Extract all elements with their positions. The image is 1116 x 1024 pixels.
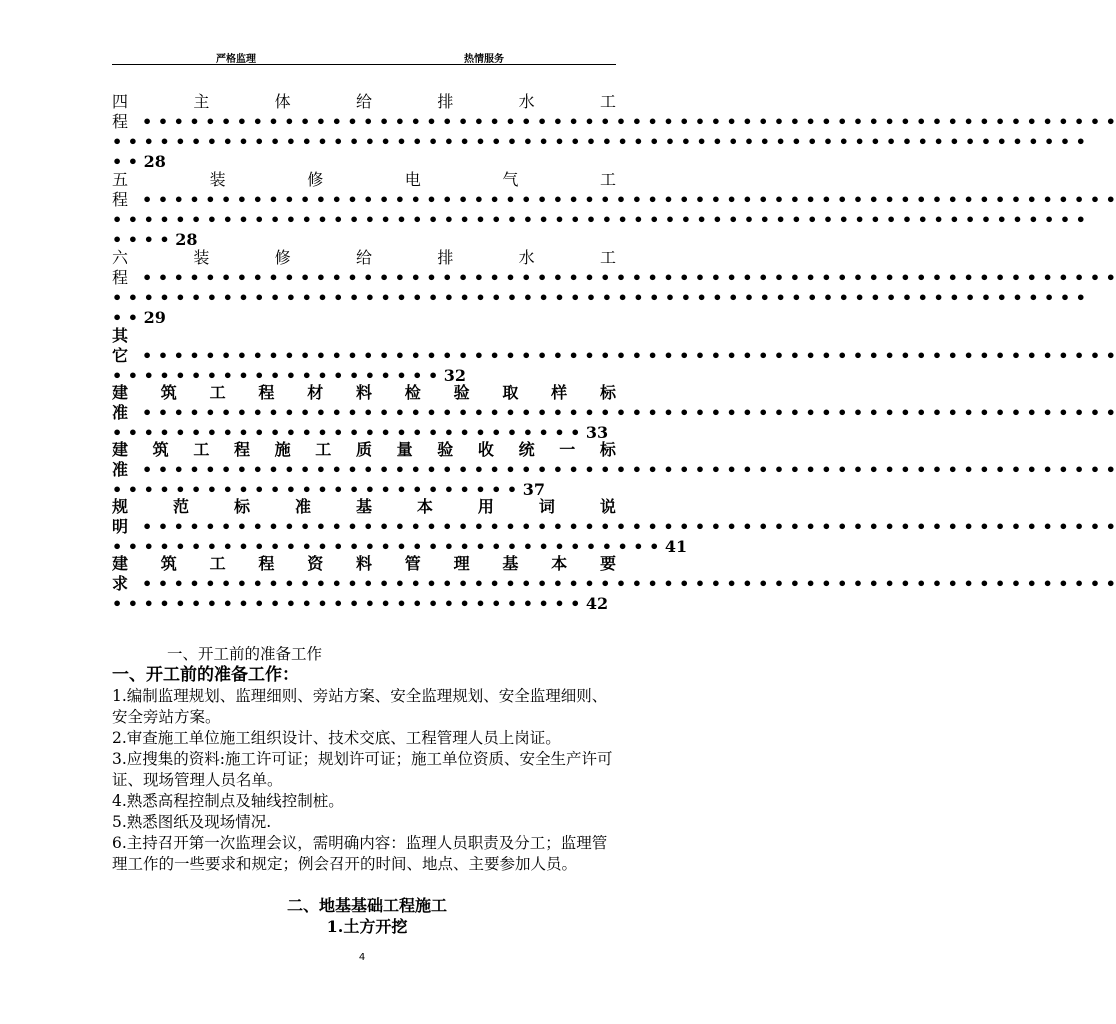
toc-title-char: 筑 [152,440,169,459]
toc-title-char: 五 [112,170,129,189]
toc-entry[interactable] [112,497,1116,556]
toc-title-char: 基 [355,497,372,516]
toc-page-number: • • 28 [112,152,166,171]
header-left: 严格监理 [216,54,256,65]
header-right: 热情服务 [464,54,504,65]
toc-title-char: 程 [112,268,129,287]
toc-title-char: 取 [502,383,519,402]
toc-page-number: • • • • • • • • • • • • • • • • • • • • • • • • • • • • • • • • • • • 41 [112,537,688,556]
toc-title-char: 工 [599,248,616,267]
toc-leader-dots: • • • • • • • • • • • • • • • • • • • • • • • • • • • • • • • • • • • • • • • • • • • • • • • • • • • • • • • • • • • • • • [142,403,1116,422]
toc-title-char: 标 [599,383,616,402]
toc-title-char: 程 [112,112,129,131]
page-header [112,50,616,65]
toc-title-char: 要 [599,554,616,573]
toc-title-char: 工 [209,554,226,573]
toc-entry[interactable] [112,248,1116,327]
toc-title-char: 排 [437,248,454,267]
toc-title-char: 它 [112,346,129,365]
section-heading: 一、开工前的准备工作： [112,665,299,685]
toc-title-char: 工 [599,92,616,111]
toc-title-char: 程 [233,440,250,459]
toc-title-char: 样 [551,383,568,402]
toc-title-char: 资 [307,554,324,573]
toc-title-char: 标 [599,440,616,459]
toc-title-char: 给 [355,92,372,111]
toc-title-char: 材 [307,383,324,402]
toc-title-char: 标 [233,497,250,516]
toc-title-char: 求 [112,574,129,593]
toc-title-char: 其 [112,326,129,345]
list-item: 6.主持召开第一次监理会议，需明确内容：监理人员职责及分工；监理管理工作的一些要求和规定；例会召开的时间、地点、主要参加人员。 [112,834,608,873]
toc-title-char: 范 [172,497,189,516]
toc-leader-dots: • • • • • • • • • • • • • • • • • • • • • • • • • • • • • • • • • • • • • • • • • • • • • • • • • • • • • • • • • • • • • • [112,288,1086,307]
toc-title-char: 工 [599,170,616,189]
toc-title-char: 收 [477,440,494,459]
toc-page-number: • • 29 [112,308,166,327]
toc-title-char: 验 [437,440,454,459]
toc-title-char: 气 [502,170,519,189]
toc-title-char: 程 [112,190,129,209]
toc-title-char: 工 [315,440,332,459]
toc-entry[interactable] [112,440,1116,499]
toc-page-number: • • • • • • • • • • • • • • • • • • • • • 32 [112,366,466,385]
toc-title-char: 施 [274,440,291,459]
toc-leader-dots: • • • • • • • • • • • • • • • • • • • • • • • • • • • • • • • • • • • • • • • • • • • • • • • • • • • • • • • • • • • • • • [142,460,1116,479]
toc-page-number: • • • • • • • • • • • • • • • • • • • • • • • • • • 37 [112,480,545,499]
toc-title-char: 水 [518,92,535,111]
toc-title-char: 准 [112,403,129,422]
toc-entry[interactable] [112,170,1116,249]
toc-title-char: 筑 [160,383,177,402]
toc-title-char: 统 [518,440,535,459]
toc-entry[interactable] [112,92,1116,171]
toc-title-char: 修 [274,248,291,267]
toc-title-char: 程 [258,383,275,402]
toc-title-char: 工 [193,440,210,459]
toc-title-char: 规 [112,497,129,516]
toc-title-char: 理 [453,554,470,573]
toc-title-char: 说 [599,497,616,516]
toc-title-char: 一 [559,440,576,459]
toc-title-char: 准 [294,497,311,516]
toc-title-char: 主 [193,92,210,111]
section-heading: 二、地基基础工程施工 [286,896,447,915]
toc-leader-dots: • • • • • • • • • • • • • • • • • • • • • • • • • • • • • • • • • • • • • • • • • • • • • • • • • • • • • • • • • • • • • • [142,112,1116,131]
list-item: 4.熟悉高程控制点及轴线控制桩。 [112,792,344,810]
subsection-heading: 1.土方开挖 [326,917,408,936]
toc-title-char: 给 [355,248,372,267]
document-body [112,644,622,937]
toc-leader-dots: • • • • • • • • • • • • • • • • • • • • • • • • • • • • • • • • • • • • • • • • • • • • • • • • • • • • • • • • • • • • • • [142,190,1116,209]
toc-title-char: 筑 [160,554,177,573]
toc-title-char: 验 [453,383,470,402]
toc-title-char: 装 [209,170,226,189]
toc-title-char: 准 [112,460,129,479]
toc-title-char: 六 [112,248,129,267]
toc-entry[interactable] [112,554,1116,613]
list-item: 3.应搜集的资料:施工许可证；规划许可证；施工单位资质、安全生产许可证、现场管理人员名单。 [112,750,613,789]
toc-title-char: 量 [396,440,413,459]
toc-title-char: 词 [538,497,555,516]
toc-title-char: 建 [112,554,129,573]
toc-leader-dots: • • • • • • • • • • • • • • • • • • • • • • • • • • • • • • • • • • • • • • • • • • • • • • • • • • • • • • • • • • • • • • [112,210,1086,229]
toc-title-char: 管 [404,554,421,573]
toc-entry[interactable] [112,383,1116,442]
toc-leader-dots: • • • • • • • • • • • • • • • • • • • • • • • • • • • • • • • • • • • • • • • • • • • • • • • • • • • • • • • • • • • • • • [142,517,1116,536]
toc-title-char: 质 [355,440,372,459]
toc-title-char: 用 [477,497,494,516]
toc-title-char: 建 [112,383,129,402]
toc-leader-dots: • • • • • • • • • • • • • • • • • • • • • • • • • • • • • • • • • • • • • • • • • • • • • • • • • • • • • • • • • • • • • • [142,346,1116,365]
list-item: 1.编制监理规划、监理细则、旁站方案、安全监理规划、安全监理细则、安全旁站方案。 [112,687,608,726]
toc-title-char: 排 [437,92,454,111]
toc-title-char: 料 [355,383,372,402]
list-item: 2.审查施工单位施工组织设计、技术交底、工程管理人员上岗证。 [112,729,561,747]
toc-page-number: • • • • 28 [112,230,198,249]
toc-title-char: 修 [307,170,324,189]
table-of-contents [112,92,1116,613]
toc-title-char: 程 [258,554,275,573]
toc-title-char: 工 [209,383,226,402]
toc-title-char: 装 [193,248,210,267]
toc-title-char: 体 [274,92,291,111]
list-item: 5.熟悉图纸及现场情况. [112,813,272,831]
toc-leader-dots: • • • • • • • • • • • • • • • • • • • • • • • • • • • • • • • • • • • • • • • • • • • • • • • • • • • • • • • • • • • • • • [112,132,1086,151]
toc-title-char: 基 [502,554,519,573]
toc-page-number: • • • • • • • • • • • • • • • • • • • • • • • • • • • • • • 42 [112,594,609,613]
toc-title-char: 检 [404,383,421,402]
toc-title-char: 建 [112,440,129,459]
toc-leader-dots: • • • • • • • • • • • • • • • • • • • • • • • • • • • • • • • • • • • • • • • • • • • • • • • • • • • • • • • • • • • • • • [142,574,1116,593]
toc-entry[interactable] [112,326,1116,385]
toc-title-char: 四 [112,92,129,111]
toc-title-char: 本 [416,497,433,516]
toc-leader-dots: • • • • • • • • • • • • • • • • • • • • • • • • • • • • • • • • • • • • • • • • • • • • • • • • • • • • • • • • • • • • • • [142,268,1116,287]
toc-section-line: 一、开工前的准备工作 [167,645,323,663]
page-number: 4 [358,952,366,963]
toc-title-char: 明 [112,517,129,536]
toc-title-char: 料 [355,554,372,573]
toc-title-char: 水 [518,248,535,267]
toc-page-number: • • • • • • • • • • • • • • • • • • • • • • • • • • • • • • 33 [112,423,609,442]
toc-title-char: 电 [404,170,421,189]
toc-title-char: 本 [551,554,568,573]
